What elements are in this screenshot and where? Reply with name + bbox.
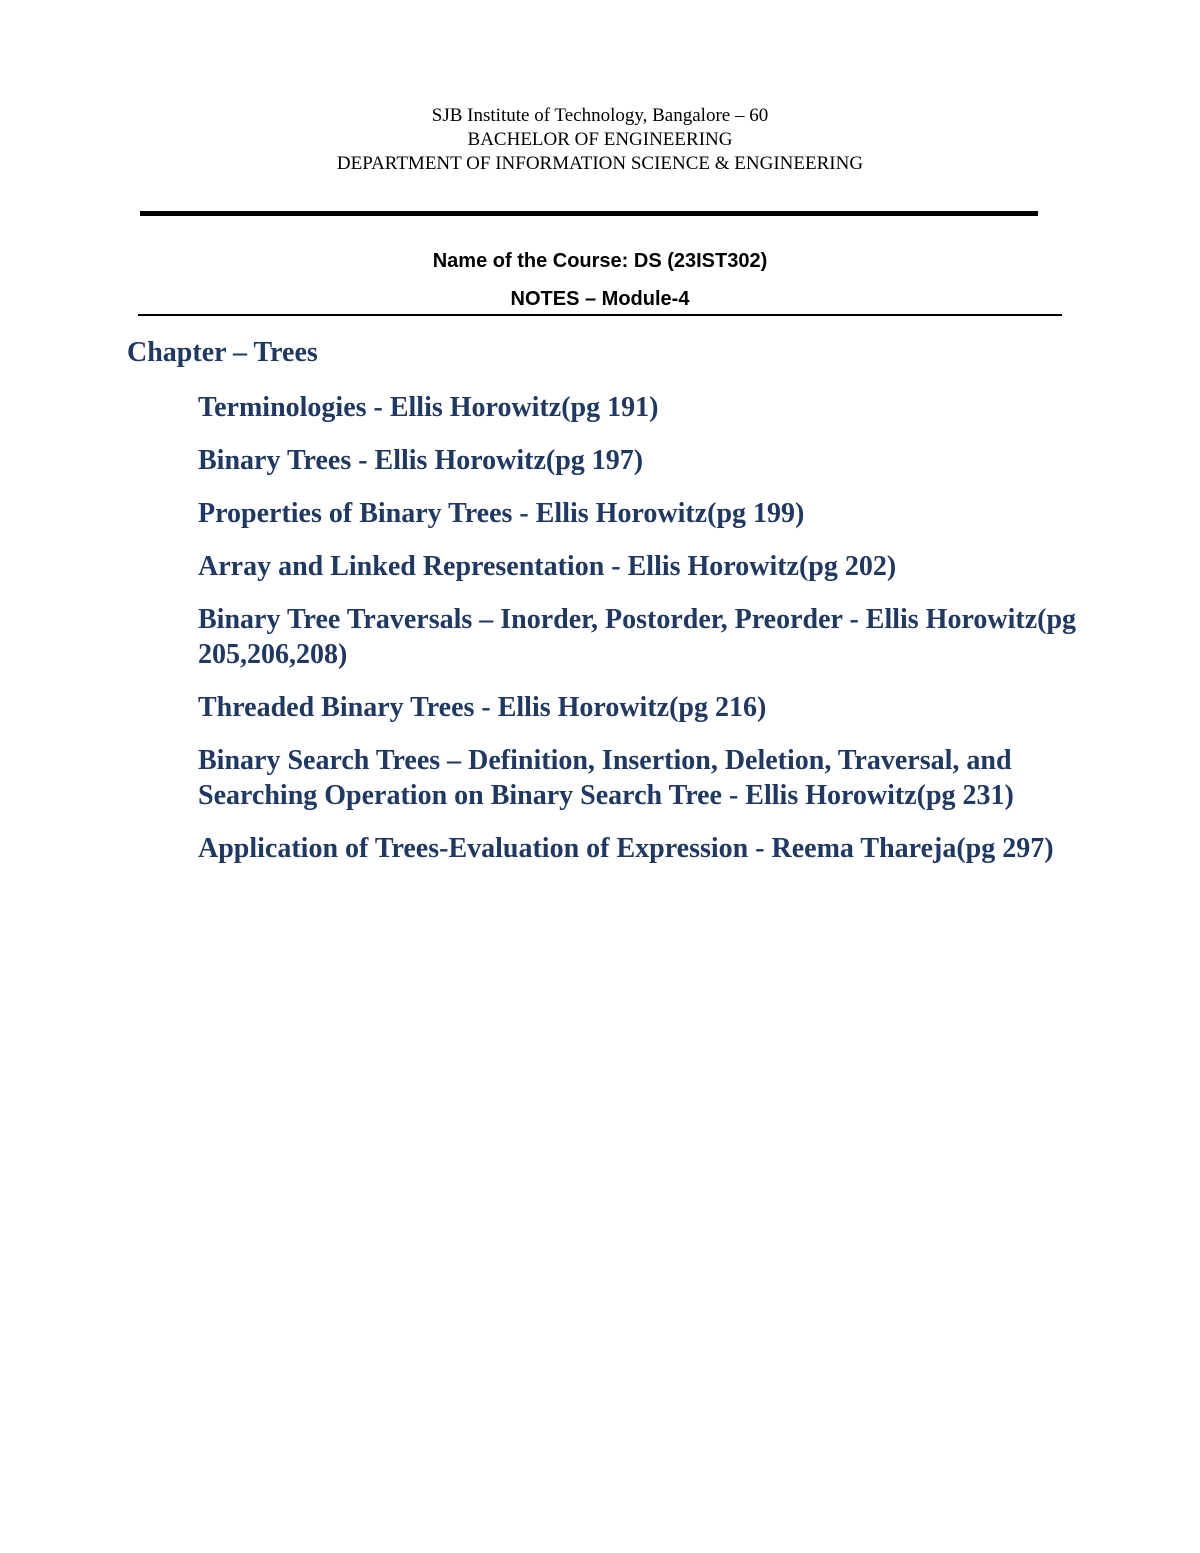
course-name: Name of the Course: DS (23IST302) — [432, 250, 768, 272]
topic-item: Properties of Binary Trees - Ellis Horowitz(pg 199) — [198, 498, 805, 529]
notes-title: NOTES – Module-4 — [510, 288, 690, 310]
department-name: DEPARTMENT OF INFORMATION SCIENCE & ENGINEERING — [336, 153, 864, 174]
topic-item: Terminologies - Ellis Horowitz(pg 191) — [198, 392, 659, 423]
topic-item: Threaded Binary Trees - Ellis Horowitz(pg 216) — [198, 692, 767, 723]
topic-item: Binary Trees - Ellis Horowitz(pg 197) — [198, 445, 644, 476]
header-divider — [140, 211, 1038, 216]
topic-item: Binary Tree Traversals – Inorder, Postorder, Preorder - Ellis Horowitz(pg 205,206,208) — [198, 604, 1077, 670]
topic-list — [198, 390, 1128, 884]
course-divider — [138, 314, 1062, 316]
degree-name: BACHELOR OF ENGINEERING — [467, 129, 733, 150]
topic-item: Application of Trees-Evaluation of Expression - Reema Thareja(pg 297) — [198, 833, 1054, 864]
institution-header — [0, 104, 1200, 176]
chapter-title: Chapter – Trees — [127, 337, 318, 368]
topic-item: Binary Search Trees – Definition, Insertion, Deletion, Traversal, and Searching Operation on Binary Search Tree - Ellis Horowitz(pg 231) — [198, 745, 1014, 811]
institute-name: SJB Institute of Technology, Bangalore – 60 — [431, 105, 769, 126]
topic-item: Array and Linked Representation - Ellis Horowitz(pg 202) — [198, 551, 897, 582]
